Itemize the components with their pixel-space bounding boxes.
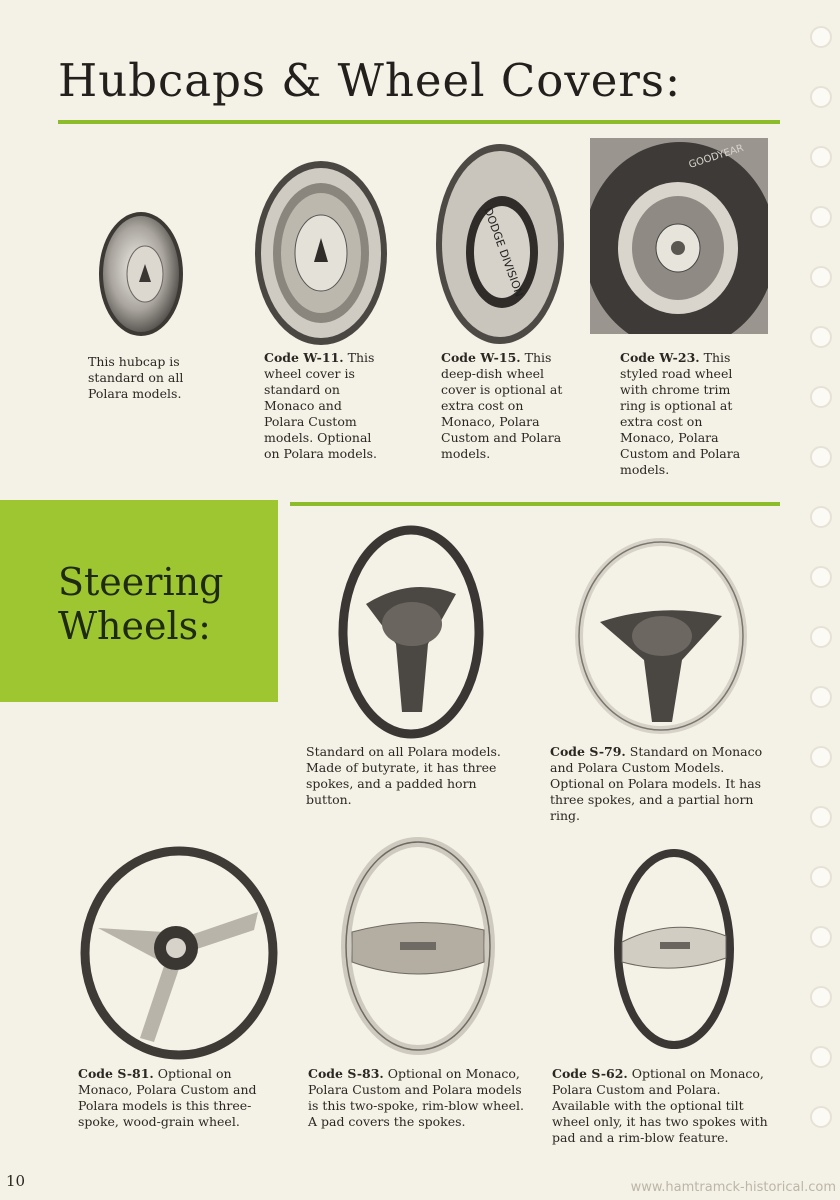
caption-code: Code S-62. (552, 1066, 628, 1081)
binder-ring (810, 986, 832, 1008)
caption-code: Code S-81. (78, 1066, 154, 1081)
binder-ring (810, 446, 832, 468)
w23-tire-text: GOODYEAR (687, 142, 746, 171)
steering-rule (290, 502, 780, 506)
binder-ring (810, 86, 832, 108)
hubcap-caption-standard (88, 354, 212, 402)
binder-ring (810, 506, 832, 528)
caption-code: Code W-15. (441, 350, 521, 365)
binder-ring (810, 146, 832, 168)
steering-title-line1: Steering (58, 560, 224, 604)
binder-ring (810, 926, 832, 948)
steering-wheel-standard-image (336, 524, 486, 740)
steering-section-title (58, 560, 223, 648)
caption-code: Code S-79. (550, 744, 626, 759)
caption-text: Optional on Monaco, Polara Custom and Polara. Available with the optional tilt wheel only, it has two spokes with pad and a rim-blow feature. (552, 1066, 768, 1145)
binder-ring (810, 626, 832, 648)
road-wheel-w23-photo (590, 138, 768, 334)
binder-ring (810, 326, 832, 348)
binder-ring (810, 806, 832, 828)
caption-text: This styled road wheel with chrome trim ring is optional at extra cost on Monaco, Polara Custom and Polara models. (620, 350, 741, 477)
hubcap-standard-image (95, 208, 185, 340)
caption-text: This hubcap is standard on all Polara models. (88, 354, 184, 401)
caption-text: Optional on Monaco, Polara Custom and Polara models is this three-spoke, wood-grain wheel. (78, 1066, 257, 1129)
title-rule (58, 120, 780, 124)
binder-ring (810, 26, 832, 48)
caption-text: Standard on all Polara models. Made of butyrate, it has three spokes, and a padded horn button. (306, 744, 501, 807)
w15-center-text: DODGE DIVISION (481, 205, 526, 299)
steering-caption-s81 (78, 1066, 282, 1130)
binder-ring (810, 266, 832, 288)
caption-text: This wheel cover is standard on Monaco and Polara Custom models. Optional on Polara models. (264, 350, 377, 461)
steering-caption-s83 (308, 1066, 526, 1130)
steering-caption-standard (306, 744, 524, 808)
binder-ring (810, 1106, 832, 1128)
steering-wheel-s62-image (612, 846, 736, 1052)
page-number: 10 (6, 1172, 26, 1190)
binder-ring (810, 206, 832, 228)
hubcap-caption-w23 (620, 350, 742, 478)
binder-edge (800, 0, 840, 1200)
binder-ring (810, 1046, 832, 1068)
binder-ring (810, 746, 832, 768)
steering-title-line2: Wheels: (58, 604, 211, 648)
steering-wheel-s79-image (572, 536, 750, 736)
caption-code: Code W-23. (620, 350, 700, 365)
hubcap-caption-w11 (264, 350, 386, 462)
binder-ring (810, 386, 832, 408)
caption-code: Code S-83. (308, 1066, 384, 1081)
wheel-cover-w11-image (252, 158, 390, 348)
steering-caption-s62 (552, 1066, 772, 1146)
caption-text: Standard on Monaco and Polara Custom Models. Optional on Polara models. It has three spokes, and a partial horn ring. (550, 744, 763, 823)
steering-caption-s79 (550, 744, 766, 824)
wheel-cover-w15-image (432, 140, 567, 348)
page-title: Hubcaps & Wheel Covers: (58, 54, 682, 107)
steering-wheel-s81-image (78, 844, 280, 1062)
steering-wheel-s83-image (338, 834, 498, 1058)
watermark: www.hamtramck-historical.com (630, 1180, 836, 1195)
binder-ring (810, 686, 832, 708)
caption-text: Optional on Monaco, Polara Custom and Polara models is this two-spoke, rim-blow wheel. A pad covers the spokes. (308, 1066, 524, 1129)
caption-text: This deep-dish wheel cover is optional at extra cost on Monaco, Polara Custom and Polara models. (441, 350, 563, 461)
caption-code: Code W-11. (264, 350, 344, 365)
binder-ring (810, 866, 832, 888)
hubcap-caption-w15 (441, 350, 565, 462)
binder-ring (810, 566, 832, 588)
